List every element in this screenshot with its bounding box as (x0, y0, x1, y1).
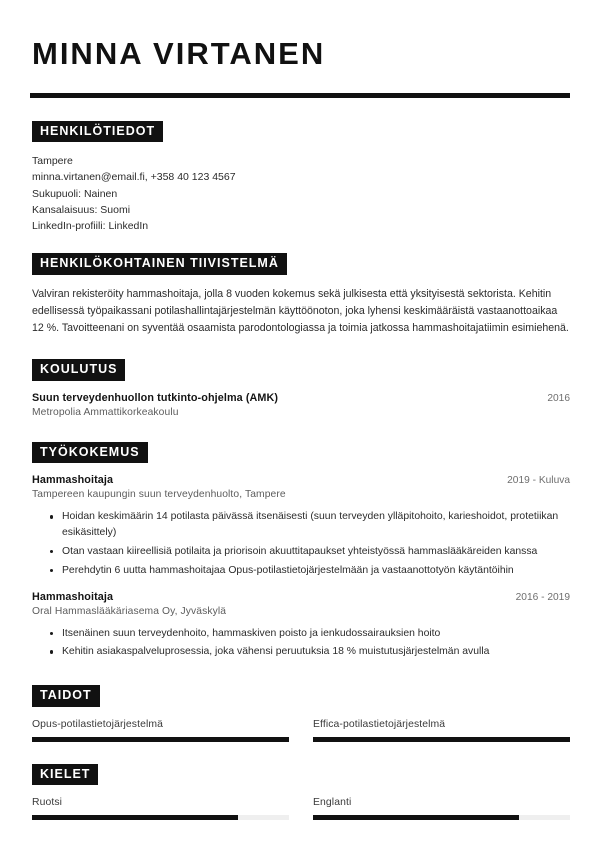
experience-employer: Oral Hammaslääkäriasema Oy, Jyväskylä (32, 605, 227, 617)
section-heading-experience: TYÖKOKEMUS (32, 442, 148, 464)
section-heading-education: KOULUTUS (32, 359, 125, 381)
section-heading-summary: HENKILÖKOHTAINEN TIIVISTELMÄ (32, 253, 287, 275)
experience-entry-header (32, 474, 570, 486)
contact-line-linkedin: LinkedIn-profiili: LinkedIn (32, 220, 149, 233)
language-item (313, 797, 570, 820)
skill-item (313, 719, 570, 742)
section-languages (30, 764, 570, 821)
personal-details-body (32, 153, 570, 234)
education-body (32, 392, 570, 418)
language-meter-fill (313, 815, 519, 820)
experience-body (32, 474, 570, 660)
section-heading-skills: TAIDOT (32, 685, 100, 707)
language-meter (313, 815, 570, 820)
experience-bullet-list (32, 626, 570, 661)
experience-entry (32, 474, 570, 578)
summary-text: Valviran rekisteröity hammashoitaja, jolla 8 vuoden kokemus sekä julkisesta että yksityisestä sektorista. Kehitin edellisessä työpaikassani potilashallintajärjestelmän käyttöönoton, joka lyhensi keskimääräistä vastaanottoaikaa 12 %. Tavoitteenani on syventää osaamista parodontologiassa ja toimia jatkossa hammashoitajatiimin esimiehenä. (32, 287, 569, 335)
experience-job-title: Hammashoitaja (32, 590, 114, 603)
education-date: 2016 (547, 392, 570, 404)
section-summary (30, 253, 570, 337)
education-entry (32, 392, 570, 418)
list-item: Hoidan keskimäärin 14 potilasta päivässä itsenäisesti (suun terveyden ylläpitohoito, karieshoidot, protetiikan esikäsittely) (50, 509, 570, 541)
skill-meter-fill (32, 737, 289, 742)
experience-date: 2016 - 2019 (515, 591, 570, 603)
skill-item (32, 719, 289, 742)
language-label: Englanti (313, 797, 352, 809)
languages-grid (32, 797, 570, 820)
summary-body (32, 286, 570, 337)
experience-entry-header (32, 591, 570, 603)
contact-line-email-phone: minna.virtanen@email.fi, +358 40 123 4567 (32, 171, 236, 184)
contact-line-city: Tampere (32, 155, 73, 168)
skill-meter (32, 737, 289, 742)
education-degree: Suun terveydenhuollon tutkinto-ohjelma (AMK) (32, 391, 279, 404)
skill-meter-fill (313, 737, 570, 742)
page-title: MINNA VIRTANEN (32, 36, 326, 71)
language-label: Ruotsi (32, 797, 63, 809)
skill-meter (313, 737, 570, 742)
skill-label: Effica-potilastietojärjestelmä (313, 718, 446, 730)
language-meter (32, 815, 289, 820)
experience-bullet-list (32, 509, 570, 578)
language-meter-fill (32, 815, 238, 820)
experience-date: 2019 - Kuluva (507, 475, 570, 487)
header-divider (30, 93, 570, 98)
section-skills (30, 685, 570, 742)
contact-line-nationality: Kansalaisuus: Suomi (32, 203, 131, 216)
list-item: Itsenäinen suun terveydenhoito, hammaskiven poisto ja ienkudossairauksien hoito (50, 626, 570, 642)
skills-grid (32, 719, 570, 742)
list-item: Perehdytin 6 uutta hammashoitajaa Opus-potilastietojärjestelmään ja vastaanottotyön käytäntöihin (50, 563, 570, 579)
section-heading-personal-details: HENKILÖTIEDOT (32, 121, 163, 143)
education-entry-header (32, 392, 570, 404)
section-heading-languages: KIELET (32, 764, 98, 786)
experience-entry (32, 591, 570, 661)
experience-job-title: Hammashoitaja (32, 474, 114, 487)
contact-line-gender: Sukupuoli: Nainen (32, 187, 118, 200)
list-item: Kehitin asiakaspalveluprosessia, joka vähensi peruutuksia 18 % muistutusjärjestelmän avulla (50, 644, 570, 660)
list-item: Otan vastaan kiireellisiä potilaita ja priorisoin akuuttitapaukset yhteistyössä hammaslääkäreiden kanssa (50, 544, 570, 560)
section-experience (30, 442, 570, 660)
section-personal-details (30, 121, 570, 235)
experience-employer: Tampereen kaupungin suun terveydenhuolto, Tampere (32, 489, 286, 501)
education-institution: Metropolia Ammattikorkeakoulu (32, 406, 179, 418)
language-item (32, 797, 289, 820)
section-education (30, 359, 570, 418)
skill-label: Opus-potilastietojärjestelmä (32, 718, 164, 730)
